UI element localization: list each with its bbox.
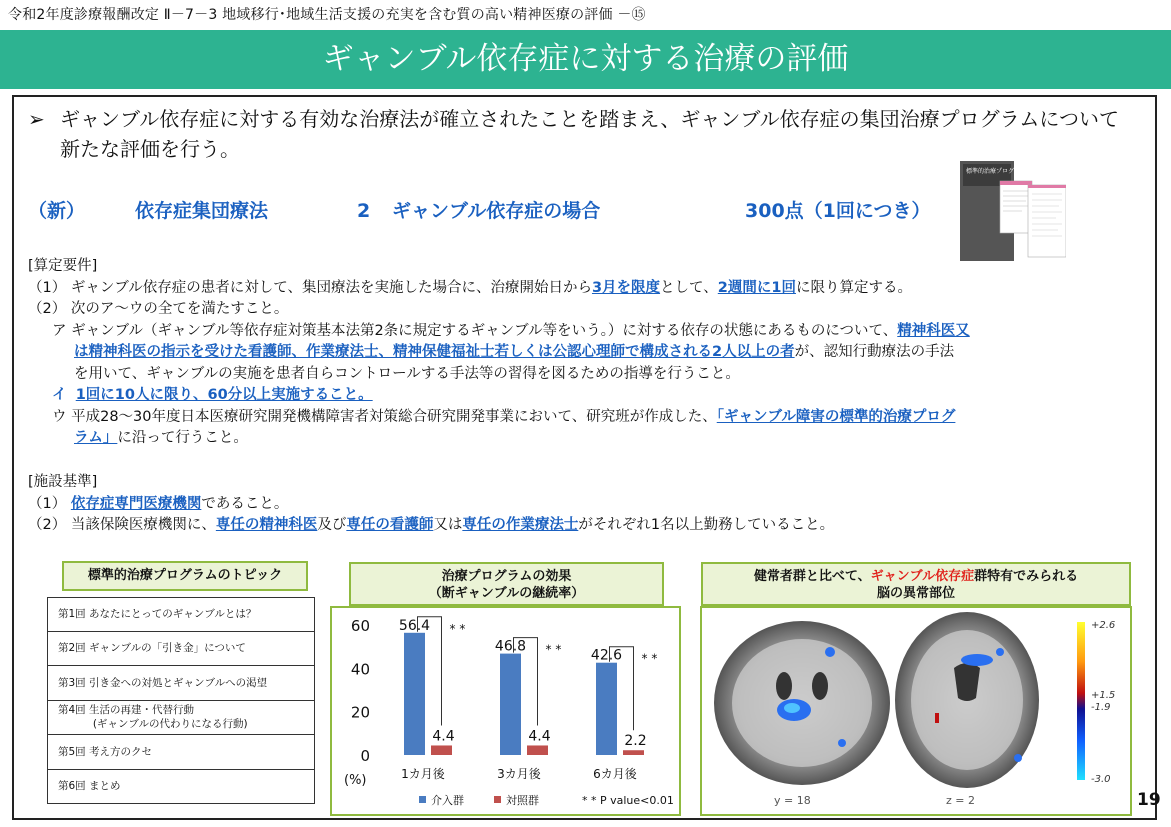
req1-highlight-2: 2週間に1回 xyxy=(717,279,796,296)
topics-list xyxy=(47,597,315,804)
topic-item: 第5回 考え方のクセ xyxy=(47,735,315,770)
fac2-highlight-1: 専任の精神科医 xyxy=(215,517,318,533)
data-label: 46.8 xyxy=(494,638,527,655)
y-tick-label: 0 xyxy=(360,747,370,765)
significance-marker: * * xyxy=(449,621,466,636)
calc-requirements xyxy=(28,256,1148,450)
brain-slice-coronal xyxy=(714,621,890,807)
fac1-highlight: 依存症専門医療機関 xyxy=(70,495,202,512)
brain-image-frame xyxy=(700,606,1132,816)
x-tick-label: 3カ月後 xyxy=(497,767,541,781)
y-tick-label: 20 xyxy=(350,703,370,722)
req1-text-3: に限り算定する。 xyxy=(795,279,912,296)
bar-control xyxy=(527,745,548,755)
req-a-highlight-2: は精神科医の指示を受けた看護師、作業療法士、精神保健福祉士若しくは公認心理師で構成される2人以上の者 xyxy=(74,344,795,360)
item-name: 依存症集団療法 xyxy=(135,200,269,222)
fac2-highlight-2: 専任の看護師 xyxy=(346,517,434,533)
requirement-i xyxy=(28,385,1148,407)
brain-scans xyxy=(702,608,1130,814)
intro-text: ギャンブル依存症に対する有効な治療法が確立されたことを踏まえ、ギャンブル依存症の集団治療プログラムについて新たな評価を行う。 xyxy=(60,107,1119,161)
effect-heading xyxy=(349,562,664,606)
requirement-u-line2 xyxy=(28,428,1148,450)
effect-bar-chart xyxy=(332,608,679,814)
axial-label: z = 2 xyxy=(946,794,975,807)
requirements-heading: [算定要件] xyxy=(28,258,98,274)
bar-intervention xyxy=(500,654,521,755)
topic-item: 第6回 まとめ xyxy=(47,770,315,805)
new-item-line xyxy=(28,196,931,223)
title-bar xyxy=(0,30,1171,89)
req-u-highlight-2: ラム」 xyxy=(74,430,118,446)
data-label: 42.6 xyxy=(590,647,623,664)
book-title: 標準的治療プログラム xyxy=(966,168,1026,175)
topic-item: 第4回 生活の再建・代替行動 (ギャンブルの代わりになる行動) xyxy=(47,701,315,736)
legend-label-intervention: 介入群 xyxy=(431,794,464,807)
req-i-label: イ xyxy=(52,387,67,403)
page-number: 19 xyxy=(1137,790,1161,810)
intro-bullet xyxy=(28,104,1138,164)
coronal-label: y = 18 xyxy=(774,794,811,807)
requirement-2: （2） 次のア～ウの全てを満たすこと。 xyxy=(28,301,289,317)
requirement-u xyxy=(28,407,1148,429)
bar-intervention xyxy=(596,663,617,755)
topics-heading: 標準的治療プログラムのトピック xyxy=(62,561,308,591)
program-book-image xyxy=(960,161,1066,264)
fac2-text-2: 及び xyxy=(317,517,347,533)
legend-swatch-control xyxy=(494,796,501,803)
bar-control xyxy=(623,750,644,755)
item-points: 300点（1回につき） xyxy=(745,200,931,222)
page-title: ギャンブル依存症に対する治療の評価 xyxy=(322,41,849,77)
fac1-text-2: であること。 xyxy=(201,495,289,512)
scale-bottom-label: -3.0 xyxy=(1091,774,1111,785)
data-label: 56.4 xyxy=(398,617,431,634)
color-scale xyxy=(1077,620,1115,785)
chart-footnote: * * P value<0.01 xyxy=(582,794,674,807)
bar-control xyxy=(431,745,452,755)
req-u-highlight-1: 「ギャンブル障害の標準的治療プログ xyxy=(716,408,956,425)
fac2-text-3: 又は xyxy=(433,517,463,533)
scale-mid1-label: +1.5 xyxy=(1091,690,1116,701)
fac2-text: （2） 当該保険医療機関に、 xyxy=(28,517,216,533)
facility-heading: [施設基準] xyxy=(28,474,98,490)
req-a-text: ア ギャンブル（ギャンブル等依存症対策基本法第2条に規定するギャンブル等をいう。）に対する依存の状態にあるものについて、 xyxy=(52,322,898,339)
item-number: 2 xyxy=(357,200,371,222)
brain-heading-line2: 脳の異常部位 xyxy=(876,586,955,601)
req-u-text-2: に沿って行うこと。 xyxy=(117,430,248,446)
req-u-text: ウ 平成28～30年度日本医療研究開発機構障害者対策総合研究開発事業において、研究班が作成した、 xyxy=(52,408,717,425)
req-a-text-2: が、認知行動療法の手法 xyxy=(794,344,955,360)
requirement-a-line2 xyxy=(28,342,1148,364)
bar-intervention xyxy=(404,633,425,755)
x-tick-label: 1カ月後 xyxy=(401,767,445,781)
significance-marker: * * xyxy=(545,642,562,657)
brain-heading xyxy=(701,562,1131,606)
y-tick-label: 60 xyxy=(350,617,370,635)
requirement-1 xyxy=(28,278,1148,300)
req1-text: （1） ギャンブル依存症の患者に対して、集団療法を実施した場合に、治療開始日から xyxy=(28,279,592,296)
requirement-a xyxy=(28,321,1148,343)
y-axis-unit: (%) xyxy=(344,773,367,788)
brain-heading-line1 xyxy=(703,568,1129,585)
requirement-a-line3: を用いて、ギャンブルの実施を患者自らコントロールする手法等の習得を図るための指導を行うこと。 xyxy=(74,365,740,382)
facility-2 xyxy=(28,515,1148,537)
req-a-highlight-1: 精神科医又 xyxy=(897,322,970,339)
topic-item: 第2回 ギャンブルの「引き金」について xyxy=(47,632,315,667)
data-label: 4.4 xyxy=(432,728,455,745)
topic-item: 第3回 引き金への対処とギャンブルへの渇望 xyxy=(47,666,315,701)
facility-1 xyxy=(28,494,1148,516)
effect-chart-frame xyxy=(330,606,681,816)
effect-heading-line1: 治療プログラムの効果 xyxy=(441,569,572,584)
header-caption: 令和2年度診療報酬改定 Ⅱ－7－3 地域移行･地域生活支援の充実を含む質の高い精神医療の評価 －⑮ xyxy=(8,7,646,23)
fac2-text-4: がそれぞれ1名以上勤務していること。 xyxy=(578,517,835,533)
item-case: ギャンブル依存症の場合 xyxy=(392,200,601,222)
req1-highlight-1: 3月を限度 xyxy=(591,279,661,296)
data-label: 4.4 xyxy=(528,728,551,745)
significance-marker: * * xyxy=(641,651,658,666)
req1-text-2: として、 xyxy=(660,279,718,296)
req-i-highlight: 1回に10人に限り、60分以上実施すること。 xyxy=(75,387,373,403)
data-label: 2.2 xyxy=(624,733,647,750)
brain-heading-text-2: 群特有でみられる xyxy=(974,569,1079,584)
x-tick-label: 6カ月後 xyxy=(593,767,637,781)
arrow-bullet-icon: ➢ xyxy=(28,107,45,131)
brain-heading-text: 健常者群と比べて、 xyxy=(753,569,871,584)
brain-slice-axial xyxy=(895,612,1039,807)
effect-heading-line2: （断ギャンブルの継続率） xyxy=(428,586,585,601)
facility-standards xyxy=(28,472,1148,537)
fac1-text: （1） xyxy=(28,495,71,512)
legend-swatch-intervention xyxy=(419,796,426,803)
fac2-highlight-3: 専任の作業療法士 xyxy=(462,517,579,533)
topic-item: 第1回 あなたにとってのギャンブルとは？ xyxy=(47,597,315,632)
legend-label-control: 対照群 xyxy=(506,794,539,807)
y-tick-label: 40 xyxy=(350,660,370,679)
scale-top-label: +2.6 xyxy=(1091,620,1116,631)
new-tag: （新） xyxy=(28,200,86,222)
brain-heading-highlight: ギャンブル依存症 xyxy=(870,569,975,584)
scale-mid2-label: -1.9 xyxy=(1091,702,1111,713)
